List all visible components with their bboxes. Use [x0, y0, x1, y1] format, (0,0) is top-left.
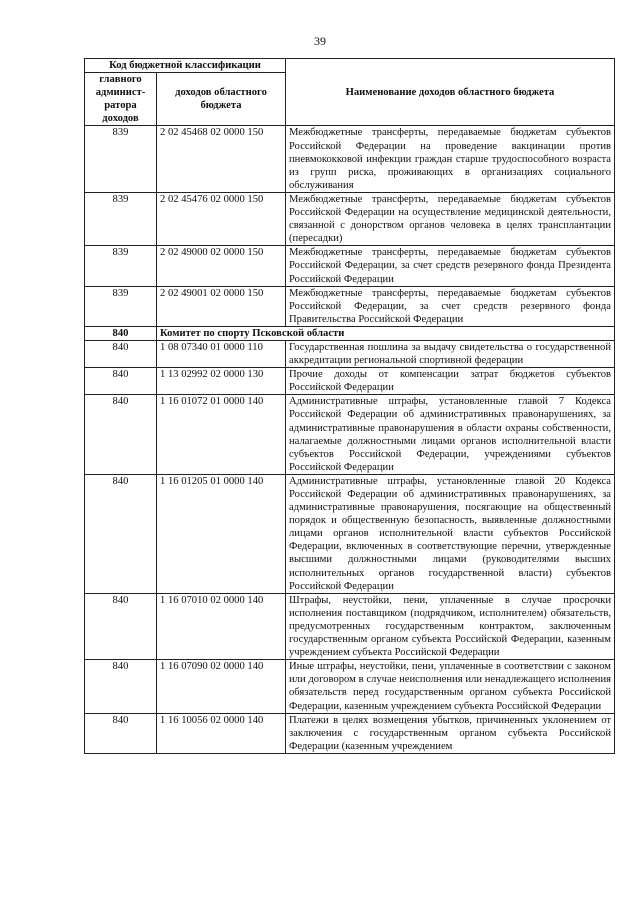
- admin-code-cell: 840: [85, 368, 157, 395]
- revenue-name-cell: Межбюджетные трансферты, передаваемые бюджетам субъектов Российской Федерации на проведение вакцинации против пневмококковой инфекции граждан старше трудоспособного возраста из групп риска, проживающих в организациях социального обслуживания: [286, 126, 615, 192]
- revenue-name-cell: Административные штрафы, установленные главой 20 Кодекса Российской Федерации об административных правонарушениях, за административные правонарушения, посягающие на общественный порядок и общественную безопасность, выявленные должностными лицами органов исполнительной власти субъектов Российской Федерации, включенных в соответствующие перечни, утвержденные высшими должностными лицами (руководителями высших исполнительных органов государственной власти) субъектов Российской Федерации: [286, 474, 615, 593]
- admin-code-cell: 840: [85, 593, 157, 659]
- admin-code-cell: 840: [85, 395, 157, 475]
- admin-code-cell: 840: [85, 474, 157, 593]
- header-revenue-name: Наименование доходов областного бюджета: [286, 59, 615, 126]
- revenue-code-cell: 1 08 07340 01 0000 110: [157, 340, 286, 367]
- admin-code-cell: 840: [85, 713, 157, 753]
- header-revenue-code: доходов областного бюджета: [157, 73, 286, 126]
- revenue-name-cell: Иные штрафы, неустойки, пени, уплаченные в соответствии с законом или договором в случае неисполнения или ненадлежащего исполнения обязательств перед государственным органом субъекта Российской Федерации, казенным учреждением субъекта Российской Федерации: [286, 660, 615, 713]
- revenue-code-cell: 2 02 45468 02 0000 150: [157, 126, 286, 192]
- header-classification-code: Код бюджетной классификации: [85, 59, 286, 73]
- admin-code-cell: 840: [85, 660, 157, 713]
- revenue-name-cell: Административные штрафы, установленные главой 7 Кодекса Российской Федерации об административных правонарушениях, за административные правонарушения в области охраны собственности, налагаемые должностными лицами органов исполнительной власти субъектов Российской Федерации, учреждениями субъектов Российской Федерации: [286, 395, 615, 475]
- revenue-code-cell: 1 16 07010 02 0000 140: [157, 593, 286, 659]
- table-row: [85, 660, 615, 713]
- table-row: [85, 474, 615, 593]
- table-row: [85, 340, 615, 367]
- page-number: 39: [314, 34, 326, 48]
- revenue-name-cell: Государственная пошлина за выдачу свидетельства о государственной аккредитации региональной спортивной федерации: [286, 340, 615, 367]
- revenue-code-cell: 1 16 01205 01 0000 140: [157, 474, 286, 593]
- revenue-name-cell: Прочие доходы от компенсации затрат бюджетов субъектов Российской Федерации: [286, 368, 615, 395]
- revenue-code-cell: 1 13 02992 02 0000 130: [157, 368, 286, 395]
- admin-code-cell: 840: [85, 340, 157, 367]
- table-row: [85, 192, 615, 245]
- table-row: [85, 368, 615, 395]
- table-row: [85, 713, 615, 753]
- admin-code-cell: 839: [85, 192, 157, 245]
- revenue-code-cell: 2 02 49000 02 0000 150: [157, 246, 286, 286]
- admin-code-cell: 839: [85, 286, 157, 326]
- budget-classification-table: [84, 58, 615, 754]
- committee-row: [85, 326, 615, 340]
- table-row: [85, 246, 615, 286]
- revenue-name-cell: Платежи в целях возмещения убытков, причиненных уклонением от заключения с государственным органом субъекта Российской Федерации (казенным учреждением: [286, 713, 615, 753]
- revenue-code-cell: 2 02 45476 02 0000 150: [157, 192, 286, 245]
- table-row: [85, 286, 615, 326]
- revenue-name-cell: Межбюджетные трансферты, передаваемые бюджетам субъектов Российской Федерации, за счет средств резервного фонда Президента Российской Федерации: [286, 246, 615, 286]
- table-row: [85, 126, 615, 192]
- table-row: [85, 593, 615, 659]
- revenue-name-cell: Межбюджетные трансферты, передаваемые бюджетам субъектов Российской Федерации, за счет средств резервного фонда Правительства Российской Федерации: [286, 286, 615, 326]
- table-row: [85, 395, 615, 475]
- revenue-name-cell: Межбюджетные трансферты, передаваемые бюджетам субъектов Российской Федерации на осуществление медицинской деятельности, связанной с донорством органов человека в целях трансплантации (пересадки): [286, 192, 615, 245]
- revenue-code-cell: 1 16 01072 01 0000 140: [157, 395, 286, 475]
- header-admin-code: главного админист-ратора доходов: [85, 73, 157, 126]
- admin-code-cell: 839: [85, 126, 157, 192]
- revenue-code-cell: 2 02 49001 02 0000 150: [157, 286, 286, 326]
- revenue-code-cell: 1 16 07090 02 0000 140: [157, 660, 286, 713]
- revenue-code-cell: 1 16 10056 02 0000 140: [157, 713, 286, 753]
- revenue-name-cell: Штрафы, неустойки, пени, уплаченные в случае просрочки исполнения поставщиком (подрядчиком, исполнителем) обязательств, предусмотренных государственным контрактом, заключенным государственным органом субъекта Российской Федерации, казенным учреждением субъекта Российской Федерации: [286, 593, 615, 659]
- committee-name-cell: Комитет по спорту Псковской области: [157, 326, 615, 340]
- admin-code-cell: 839: [85, 246, 157, 286]
- admin-code-cell: 840: [85, 326, 157, 340]
